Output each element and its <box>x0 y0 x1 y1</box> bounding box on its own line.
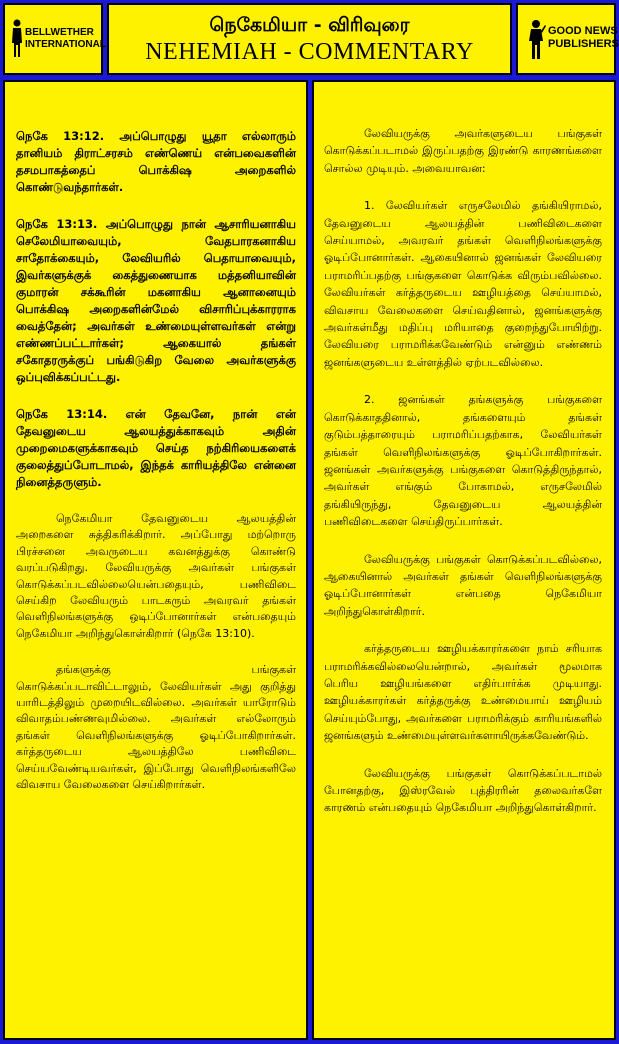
commentary-paragraph: கர்த்தருடைய ஊழியக்காரர்களை நாம் சரியாக பராமரிக்கவில்லையென்றால், அவர்கள் மூலமாக பெரிய ஊழியங்களை எதிர்பார்க்க முடியாது. ஊழியக்காரர்கள் கர்த்தருக்கு உண்மையாய் ஊழியம் செய்யும்போது, அவர்களை பராமரிக்கும் காரியங்களில் ஜனங்களும் உண்மையுள்ளவர்களாயிருக்கவேண்டும். <box>324 642 602 743</box>
logo-line-2: INTERNATIONAL <box>25 39 106 50</box>
verse-13-13: நெகே 13:13. அப்பொழுது நான் ஆசாரியனாகிய செலேமியாவையும், வேதபாரகனாகிய சாதோக்கையும், லேவியரில் பெதாயாவையும், இவர்களுக்குக் கைத்துணையாக மத்தனியாவின் குமாரன் சக்கூரின் மகனாகிய ஆனானையும் பொக்கிஷ அறைகளின்மேல் விசாரிப்புக்காரராக வைத்தேன்; அவர்கள் உண்மையுள்ளவர்கள் என்று எண்ணப்பட்டார்கள்; ஆகையால் தங்கள் சகோதரருக்குப் பங்கிடுகிற வேலை அவர்களுக்கு ஒப்புவிக்கப்பட்டது. <box>16 217 296 384</box>
commentary-paragraph: தங்களுக்கு பங்குகள் கொடுக்கப்படாவிட்டாலும், லேவியர்கள் அது குறித்து யாரிடத்திலும் முறையிடவில்லை. அவர்கள் யாரோடும் விவாதம்பண்ணவுமில்லை. அவர்கள் எல்லோரும் தங்கள் வெளிநிலங்களுக்கு ஓடிப்போகிறார்கள். கர்த்தருடைய ஆலயத்திலே பணிவிடை செய்யவேண்டியவர்கள், இப்போது வெளிநிலங்களிலே விவசாய வேலைகளை செய்கிறார்கள். <box>16 663 296 792</box>
bellwether-logo-text <box>25 27 106 51</box>
commentary-paragraph: லேவியருக்கு பங்குகள் கொடுக்கப்படாமல் போனதற்கு, இஸ்ரவேல் புத்திரரின் தலைவர்களே காரணம் என்பதையும் நெகேமியா அறிந்துகொள்கிறார். <box>324 766 602 815</box>
page-header <box>3 3 619 75</box>
left-column <box>3 80 308 1040</box>
page-title-english: NEHEMIAH - COMMENTARY <box>145 39 474 65</box>
logo-line-1: GOOD NEWS <box>548 25 618 37</box>
bellwether-figure-icon <box>10 19 24 59</box>
verse-13-14: நெகே 13:14. என் தேவனே, நான் என் தேவனுடைய ஆலயத்துக்காகவும் அதின் முறைமைகளுக்காகவும் செய்த நற்கிரியைகளைக் குலைத்துப்போடாமல், இந்தக் காரியத்திலே என்னை நினைத்தருளும். <box>16 407 296 489</box>
good-news-logo <box>516 3 619 75</box>
reason-one-paragraph: 1. லேவியர்கள் எருசலேமில் தங்கியிராமல், தேவனுடைய ஆலயத்தின் பணிவிடைகளை செய்யாமல், அவரவர் தங்கள் வெளிநிலங்களுக்கு ஓடிப்போனார்கள். ஆகையினால் ஜனங்கள் லேவியரை பராமரிப்பதற்கு பங்குகளை கொடுக்க விரும்பவில்லை. லேவியர்கள் கர்த்தருடைய ஊழியத்தை செய்யாமல், விவசாய வேலைகளை செய்வதினால், ஜனங்களுக்கு அவர்கள்மீது மதிப்பு மரியாதை குறைந்துபோயிற்று. லேவியரை பராமரிக்கவேண்டும் என்னும் எண்ணம் ஜனங்களுடைய உள்ளத்தில் ஏற்படவில்லை. <box>324 199 602 369</box>
page-title-tamil: நெகேமியா - விரிவுரை <box>209 14 410 36</box>
commentary-paragraph: நெகேமியா தேவனுடைய ஆலயத்தின் அறைகளை சுத்திகரிக்கிறார். அப்போது மற்றொரு பிரச்சனை அவருடைய கவனத்துக்கு கொண்டு வரப்படுகிறது. லேவியருக்கு அவர்கள் பங்குகள் கொடுக்கப்படவில்லையென்பதையும், பணிவிடை செய்கிற லேவியரும் பாடகரும் அவரவர் தங்கள் வெளிநிலங்களுக்கு ஒடிப்போனார்கள் என்பதையும் நெகேமியா அறிந்துகொள்கிறார் (நெகே 13:10). <box>16 512 296 640</box>
bellwether-logo <box>3 3 106 75</box>
verse-13-12: நெகே 13:12. அப்பொழுது யூதா எல்லாரும் தானியம் திராட்சரசம் எண்ணெய் என்பவைகளின் தசமபாகத்தைப் பொக்கிஷ அறைகளில் கொண்டுவந்தார்கள். <box>16 129 296 194</box>
commentary-paragraph: லேவியருக்கு அவர்களுடைய பங்குகள் கொடுக்கப்படாமல் இருப்பதற்கு இரண்டு காரணங்களை சொல்ல முடியும். அவையாவன: <box>324 127 602 175</box>
good-news-figure-icon <box>526 19 546 61</box>
reason-two-paragraph: 2. ஜனங்கள் தங்களுக்கு பங்குகளை கொடுக்காததினால், தங்களையும் தங்கள் குடும்பத்தாரையும் பராமரிப்பதற்காக, லேவியர்கள் தங்கள் வெளிநிலங்களுக்கு ஓடிப்போகிறார்கள். ஜனங்கள் அவர்களுக்கு பங்குகளை கொடுத்திருந்தால், அவர்கள் எங்கும் போகாமல், எருசலேமில் தங்கியிருந்து, தேவனுடைய ஆலயத்தின் பணிவிடைகளை செய்திருப்பார்கள். <box>324 393 602 529</box>
logo-line-2: PUBLISHERS <box>548 38 619 50</box>
commentary-paragraph: லேவியருக்கு பங்குகள் கொடுக்கப்படவில்லை, ஆகையினால் அவர்கள் தங்கள் வெளிநிலங்களுக்கு ஓடிப்போனார்கள் என்பதை நெகேமியா அறிந்துகொள்கிறார். <box>324 552 602 618</box>
page-title-box <box>107 3 512 75</box>
right-column <box>312 80 616 1040</box>
good-news-logo-text <box>548 25 619 51</box>
logo-line-1: BELLWETHER <box>25 27 94 38</box>
